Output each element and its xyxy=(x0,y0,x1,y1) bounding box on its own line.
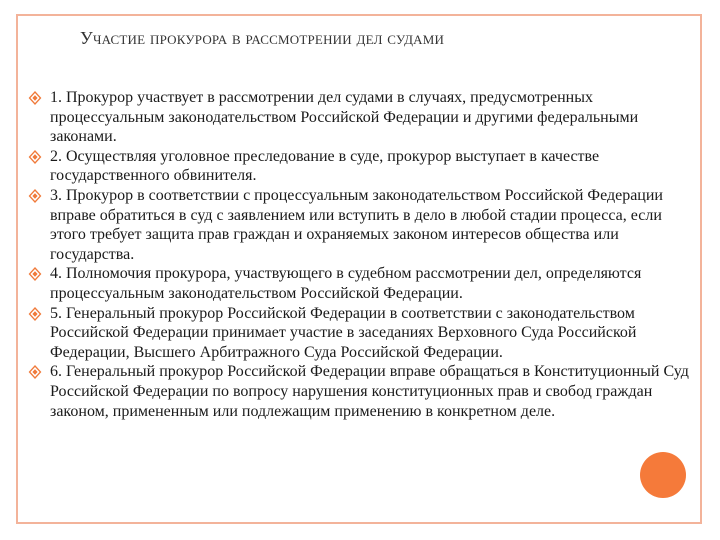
list-item xyxy=(24,88,704,147)
accent-circle xyxy=(640,452,686,498)
list-item-text: 6. Генеральный прокурор Российской Федерации вправе обращаться в Конституционный Суд Российской Федерации по вопросу нарушения конституционных прав и свобод граждан законом, примененным или подлежащим применению в конкретном деле. xyxy=(50,363,689,420)
list-item-text: 3. Прокурор в соответствии с процессуальным законодательством Российской Федерации вправе обратиться в суд с заявлением или вступить в дело в любой стадии процесса, если этого требует защита прав граждан и охраняемых законом интересов общества или государства. xyxy=(50,186,663,263)
list-item xyxy=(24,186,704,264)
list-item-text: 4. Полномочия прокурора, участвующего в судебном рассмотрении дел, определяются процессуальным законодательством Российской Федерации. xyxy=(50,265,642,302)
fleuron-diamond-icon xyxy=(28,91,42,105)
fleuron-diamond-icon xyxy=(28,365,42,379)
bullet-list xyxy=(24,88,704,421)
list-item-text: 1. Прокурор участвует в рассмотрении дел судами в случаях, предусмотренных процессуальным законодательством Российской Федерации и другими федеральными законами. xyxy=(50,89,639,146)
fleuron-diamond-icon xyxy=(28,307,42,321)
list-item xyxy=(24,304,704,363)
fleuron-diamond-icon xyxy=(28,189,42,203)
list-item-text: 5. Генеральный прокурор Российской Федерации в соответствии с законодательством Российской Федерации принимает участие в заседаниях Верховного Суда Российской Федерации, Высшего Арбитражного Суда Российской Федерации. xyxy=(50,304,637,361)
slide-title xyxy=(80,26,680,50)
fleuron-diamond-icon xyxy=(28,267,42,281)
list-item xyxy=(24,264,704,303)
list-item xyxy=(24,147,704,186)
slide-title-text: Участие прокурора в рассмотрении дел судами xyxy=(80,28,445,48)
fleuron-diamond-icon xyxy=(28,150,42,164)
list-item-text: 2. Осуществляя уголовное преследование в суде, прокурор выступает в качестве государственного обвинителя. xyxy=(50,147,600,185)
list-item xyxy=(24,362,704,421)
